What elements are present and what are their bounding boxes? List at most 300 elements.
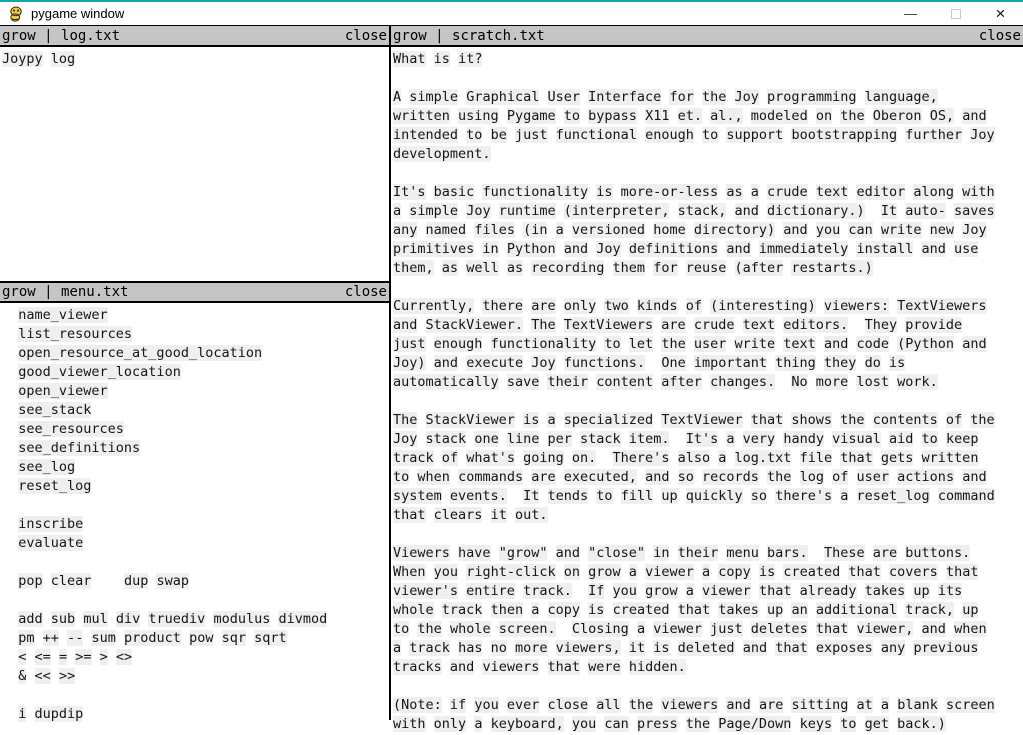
close-viewer-button[interactable]: close	[344, 284, 387, 300]
word: to	[393, 621, 410, 637]
viewer-filename: log.txt	[61, 27, 121, 44]
word: modulus	[213, 611, 271, 627]
space	[954, 222, 962, 238]
word: lost	[856, 374, 889, 390]
text-line	[2, 706, 389, 725]
word: and	[645, 469, 670, 485]
space	[67, 649, 75, 665]
word: sqrt	[254, 630, 287, 646]
space	[873, 222, 881, 238]
word: reset_log	[18, 478, 92, 494]
space	[694, 127, 702, 143]
word: (interesting)	[710, 298, 816, 314]
word: so	[677, 469, 694, 485]
space	[458, 583, 466, 599]
word: named	[425, 222, 467, 238]
word: commands	[458, 469, 524, 485]
word: that	[393, 507, 426, 523]
space	[621, 336, 629, 352]
space	[808, 602, 816, 618]
word: that	[750, 412, 784, 428]
space	[856, 89, 864, 105]
space	[523, 602, 531, 618]
space	[726, 260, 734, 276]
maximize-icon	[951, 9, 961, 19]
space	[621, 564, 629, 580]
word: the	[767, 469, 792, 485]
space	[92, 649, 100, 665]
word: Currently,	[393, 298, 475, 314]
space	[580, 545, 588, 561]
space	[824, 431, 832, 447]
window-controls	[888, 2, 1023, 25]
word: if	[449, 697, 467, 713]
space	[539, 488, 547, 504]
word: et.	[677, 108, 702, 124]
space	[954, 469, 962, 485]
space	[116, 630, 124, 646]
space	[694, 583, 702, 599]
space	[734, 317, 742, 333]
word: up	[962, 602, 979, 618]
space	[678, 298, 686, 314]
word: track.	[523, 583, 572, 599]
text-line	[393, 507, 1023, 526]
space	[808, 545, 824, 561]
text-line	[2, 345, 389, 364]
word: When	[393, 564, 426, 580]
word: per	[547, 431, 572, 447]
word: use	[954, 241, 979, 257]
word: previous	[913, 640, 979, 656]
word: recording	[531, 260, 605, 276]
word: is	[588, 602, 605, 618]
word: No	[791, 374, 808, 390]
space	[913, 450, 921, 466]
text-line	[393, 450, 1023, 469]
space	[913, 621, 921, 637]
word: a	[702, 564, 711, 580]
space	[669, 203, 677, 219]
word: TextViewers	[897, 298, 987, 314]
word: editors.	[783, 317, 849, 333]
word: be	[490, 127, 507, 143]
space	[694, 564, 702, 580]
word: bootstrapping	[791, 127, 898, 143]
word: track	[409, 640, 450, 656]
space	[458, 89, 466, 105]
word: write	[880, 222, 922, 238]
word: with	[393, 716, 426, 732]
maximize-button[interactable]	[933, 2, 978, 25]
word: inscribe	[18, 516, 84, 532]
word: a	[718, 450, 727, 466]
word: file	[799, 450, 833, 466]
word: Viewers	[393, 545, 450, 561]
space	[26, 706, 34, 722]
word: only	[433, 716, 467, 732]
word: bypass	[588, 108, 637, 124]
word: a	[840, 488, 849, 504]
space	[678, 488, 686, 504]
space	[791, 583, 799, 599]
space	[458, 203, 466, 219]
word: <>	[115, 649, 133, 665]
space	[824, 469, 832, 485]
word: actions	[897, 469, 955, 485]
word: text	[783, 336, 816, 352]
word: any	[880, 640, 906, 656]
word: keyboard,	[490, 716, 564, 732]
word: runtime	[498, 203, 556, 219]
space	[637, 108, 645, 124]
word: that	[677, 602, 711, 618]
space	[450, 545, 458, 561]
word: grow	[645, 583, 678, 599]
word: al.,	[710, 108, 743, 124]
word: more	[815, 374, 849, 390]
space	[702, 621, 710, 637]
space	[442, 697, 450, 713]
log-viewer-content[interactable]	[0, 47, 389, 281]
space	[442, 621, 450, 637]
word: swap	[156, 573, 189, 589]
word: its	[937, 583, 963, 599]
word: have	[458, 545, 491, 561]
text-line	[2, 383, 389, 402]
space	[450, 51, 458, 67]
word: to	[921, 431, 938, 447]
text-line	[393, 716, 1023, 735]
space	[751, 583, 759, 599]
space	[726, 450, 734, 466]
word: is	[653, 640, 670, 656]
word: gets	[880, 450, 914, 466]
space	[678, 260, 686, 276]
word: created	[783, 564, 841, 580]
space	[678, 716, 686, 732]
grow-button[interactable]: grow	[2, 284, 36, 300]
word: an	[791, 602, 808, 618]
space	[930, 488, 938, 504]
text-line	[393, 393, 1023, 412]
word: to	[840, 716, 857, 732]
word: reuse	[685, 260, 727, 276]
text-line	[393, 583, 1023, 602]
space	[759, 203, 767, 219]
window-titlebar[interactable]	[0, 2, 1023, 25]
space	[499, 374, 507, 390]
close-button[interactable]	[978, 2, 1023, 25]
word: >=	[75, 649, 92, 665]
text-line	[393, 317, 1023, 336]
space	[865, 203, 881, 219]
scratch-viewer-menubar	[391, 25, 1023, 47]
word: more	[515, 640, 548, 656]
word: their	[547, 374, 589, 390]
space	[181, 630, 189, 646]
space	[954, 108, 962, 124]
word: log	[50, 51, 76, 67]
space	[2, 611, 18, 627]
text-line	[2, 421, 389, 440]
space	[539, 431, 547, 447]
space	[873, 450, 881, 466]
word: line	[506, 431, 540, 447]
word: their	[677, 545, 719, 561]
word: then	[490, 602, 524, 618]
space	[604, 583, 612, 599]
word: What	[393, 51, 426, 67]
space	[35, 630, 43, 646]
word: intended	[393, 127, 459, 143]
word: viewers:	[823, 298, 889, 314]
word: The	[531, 317, 556, 333]
space	[43, 611, 51, 627]
space	[426, 507, 434, 523]
space	[2, 649, 18, 665]
grow-button[interactable]: grow	[2, 27, 36, 44]
space	[791, 450, 799, 466]
grow-button[interactable]: grow	[393, 27, 427, 44]
close-viewer-button[interactable]: close	[978, 27, 1021, 44]
space	[491, 203, 499, 219]
space	[426, 716, 434, 732]
space	[108, 649, 116, 665]
word: as	[506, 260, 524, 276]
word: It	[523, 488, 540, 504]
word: there's	[775, 488, 833, 504]
space	[2, 307, 18, 323]
word: that	[758, 583, 792, 599]
word: screen.	[498, 621, 556, 637]
menubar-separator: |	[426, 27, 453, 44]
word: and	[555, 545, 581, 561]
word: let	[628, 336, 654, 352]
space	[889, 298, 897, 314]
space	[596, 450, 612, 466]
word: Closing	[571, 621, 629, 637]
word: add	[18, 611, 43, 627]
word: the	[628, 697, 654, 713]
word: the	[685, 716, 711, 732]
space	[645, 355, 661, 371]
word: Joy	[596, 241, 621, 257]
space	[246, 630, 254, 646]
word: up	[767, 602, 784, 618]
space	[556, 241, 564, 257]
word: a	[726, 431, 735, 447]
close-viewer-button[interactable]: close	[344, 27, 387, 44]
text-line	[393, 127, 1023, 146]
word: stack	[580, 431, 621, 447]
word: more-or-less	[620, 184, 719, 200]
space	[791, 469, 799, 485]
space	[856, 355, 864, 371]
word: them	[612, 260, 646, 276]
word: keys	[799, 716, 833, 732]
word: (in	[523, 222, 548, 238]
text-line	[2, 687, 389, 706]
space	[523, 469, 531, 485]
word: it	[628, 640, 646, 656]
space	[637, 564, 645, 580]
space	[865, 412, 873, 428]
menubar-separator: |	[35, 284, 62, 300]
word: additional	[815, 602, 898, 618]
space	[922, 222, 930, 238]
space	[515, 412, 523, 428]
word: important	[693, 355, 767, 371]
word: that	[815, 621, 849, 637]
space	[2, 668, 18, 684]
word: functionality	[490, 336, 597, 352]
word: when	[954, 621, 987, 637]
left-track	[0, 25, 389, 720]
space	[572, 583, 588, 599]
word: command	[937, 488, 995, 504]
word: menu	[726, 545, 759, 561]
word: the	[701, 89, 727, 105]
space	[539, 89, 547, 105]
word: out.	[514, 507, 548, 523]
space	[759, 602, 767, 618]
text-line	[393, 260, 1023, 279]
scratch-menubar-left	[393, 28, 545, 44]
space	[743, 488, 751, 504]
space	[938, 564, 946, 580]
space	[873, 640, 881, 656]
word: back.)	[897, 716, 946, 732]
word: log.txt	[734, 450, 792, 466]
space	[808, 374, 816, 390]
word: definitions	[628, 241, 719, 257]
space	[482, 336, 490, 352]
word: a	[636, 621, 646, 637]
word: along	[913, 184, 955, 200]
word: created	[612, 602, 670, 618]
space	[889, 697, 897, 713]
space	[556, 317, 564, 333]
word: after	[661, 374, 702, 390]
word: stack,	[677, 203, 727, 219]
word: restarts.)	[791, 260, 873, 276]
space	[417, 317, 425, 333]
text-line	[393, 526, 1023, 545]
space	[686, 222, 694, 238]
space	[539, 697, 547, 713]
minimize-button[interactable]	[888, 2, 933, 25]
word: is	[433, 51, 450, 67]
space	[808, 108, 816, 124]
word: i	[18, 706, 27, 722]
space	[873, 697, 881, 713]
text-line	[2, 497, 389, 516]
word: whole	[393, 602, 434, 618]
word: install	[856, 241, 914, 257]
text-line	[393, 203, 1023, 222]
space	[645, 621, 653, 637]
word: contents	[872, 412, 938, 428]
word: Joy)	[393, 355, 426, 371]
space	[539, 659, 547, 675]
word: whole	[449, 621, 491, 637]
text-line	[393, 279, 1023, 298]
space	[743, 412, 751, 428]
word: exposes	[815, 640, 873, 656]
space	[2, 535, 18, 551]
space	[59, 630, 67, 646]
word: of	[832, 469, 849, 485]
word: and	[962, 469, 987, 485]
word: X11	[645, 108, 670, 124]
word: as	[726, 184, 743, 200]
space	[856, 716, 864, 732]
word: viewer	[702, 583, 751, 599]
word: editor	[856, 184, 906, 200]
word: save	[506, 374, 540, 390]
word: functionality	[482, 184, 589, 200]
word: all	[596, 697, 621, 713]
word: and	[734, 203, 759, 219]
word: a	[750, 184, 759, 200]
word: pm	[18, 630, 35, 646]
space	[857, 583, 865, 599]
text-line	[393, 564, 1023, 583]
space	[547, 545, 555, 561]
space	[556, 564, 564, 580]
word: takes	[864, 583, 906, 599]
text-line	[393, 89, 1023, 108]
word: track	[441, 602, 483, 618]
word: StackViewer	[425, 412, 515, 428]
word: specialized	[563, 412, 654, 428]
word: pow	[189, 630, 214, 646]
word: clears	[433, 507, 483, 523]
word: up	[661, 488, 678, 504]
menu-viewer-content[interactable]	[0, 303, 389, 725]
space	[458, 355, 466, 371]
word: home	[653, 222, 686, 238]
word: keep	[945, 431, 979, 447]
word: deleted	[677, 640, 735, 656]
space	[499, 108, 507, 124]
word: are	[758, 697, 784, 713]
space	[686, 317, 694, 333]
word: files	[474, 222, 515, 238]
word: deletes	[750, 621, 808, 637]
space	[848, 317, 864, 333]
word: visual	[832, 431, 881, 447]
text-line	[393, 488, 1023, 507]
word: Joypy	[2, 51, 43, 67]
text-line	[393, 602, 1023, 621]
word: User	[547, 89, 581, 105]
word: with	[962, 184, 995, 200]
word: text	[742, 317, 776, 333]
space	[26, 668, 34, 684]
space	[946, 241, 954, 257]
space	[669, 602, 677, 618]
scratch-viewer-content[interactable]	[391, 47, 1023, 735]
word: and	[962, 336, 987, 352]
space	[580, 602, 588, 618]
text-line	[393, 165, 1023, 184]
word: can	[604, 716, 629, 732]
menu-viewer-menubar	[0, 281, 389, 303]
text-line	[393, 621, 1023, 640]
word: and	[921, 241, 946, 257]
